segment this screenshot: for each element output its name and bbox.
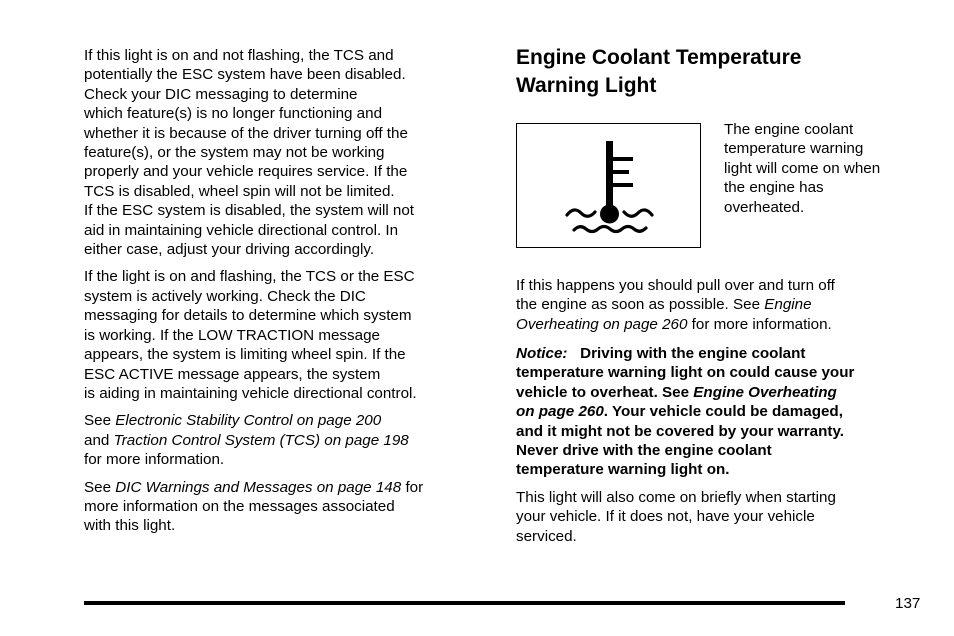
section-heading: Engine Coolant Temperature Warning Light — [516, 46, 802, 97]
icon-caption: The engine coolant temperature warning light will come on when the engine has overheated. — [724, 121, 881, 216]
notice-paragraph: Notice: Driving with the engine coolant temperature warning light on could cause your vehicle to overheat. See Engine Overheating on page 260. Your vehicle could be damaged, and it might not be covered by your warranty. Never drive with the engine coolant temperature warning light on. — [516, 345, 855, 479]
startup-paragraph: This light will also come on briefly when starting your vehicle. If it does not, have your vehicle serviced. — [516, 489, 836, 545]
pull-over-paragraph: If this happens you should pull over and turn off the engine as soon as possible. See Engine Overheating on page 260 for more information. — [516, 277, 835, 333]
esc-page-link[interactable]: Electronic Stability Control on page 200 — [115, 412, 382, 430]
engine-overheating-link-cont[interactable]: Overheating on page 260 — [516, 315, 688, 333]
notice-label: Notice: — [516, 345, 568, 362]
footer-rule — [84, 601, 845, 605]
dic-see-paragraph: See DIC Warnings and Messages on page 148 for more information on the messages associated with this light. — [84, 478, 424, 535]
engine-overheating-link[interactable]: Engine — [764, 296, 812, 314]
left-column — [84, 46, 494, 544]
coolant-warning-icon-frame — [516, 123, 701, 248]
tcs-page-link[interactable]: Traction Control System (TCS) on page 198 — [113, 431, 409, 449]
dic-warnings-link[interactable]: DIC Warnings and Messages on page 148 — [115, 478, 402, 496]
tcs-off-paragraph: If this light is on and not flashing, the TCS and potentially the ESC system have been disabled. Check your DIC messaging to determine which feature(s) is no longer functioning and whether it is because of the driver turning off the feature(s), or the system may not be working properly and your vehicle requires service. If the TCS is disabled, wheel spin will not be limited. If the ESC system is disabled, the system will not aid in maintaining vehicle directional control. In either case, adjust your driving accordingly. — [84, 47, 415, 259]
coolant-temperature-icon — [517, 124, 702, 249]
see-also-paragraph: See Electronic Stability Control on page 200 and Traction Control System (TCS) on page 198 for more information. — [84, 412, 409, 469]
notice-overheating-link[interactable]: Engine Overheating — [693, 383, 837, 401]
tcs-flashing-paragraph: If the light is on and flashing, the TCS or the ESC system is actively working. Check the DIC messaging for details to determine which system is working. If the LOW TRACTION message appears, the system is limiting wheel spin. If the ESC ACTIVE message appears, the system is aiding in maintaining vehicle directional control. — [84, 268, 417, 402]
notice-overheating-link-cont[interactable]: on page 260 — [516, 403, 604, 421]
page-number: 137 — [895, 595, 921, 612]
